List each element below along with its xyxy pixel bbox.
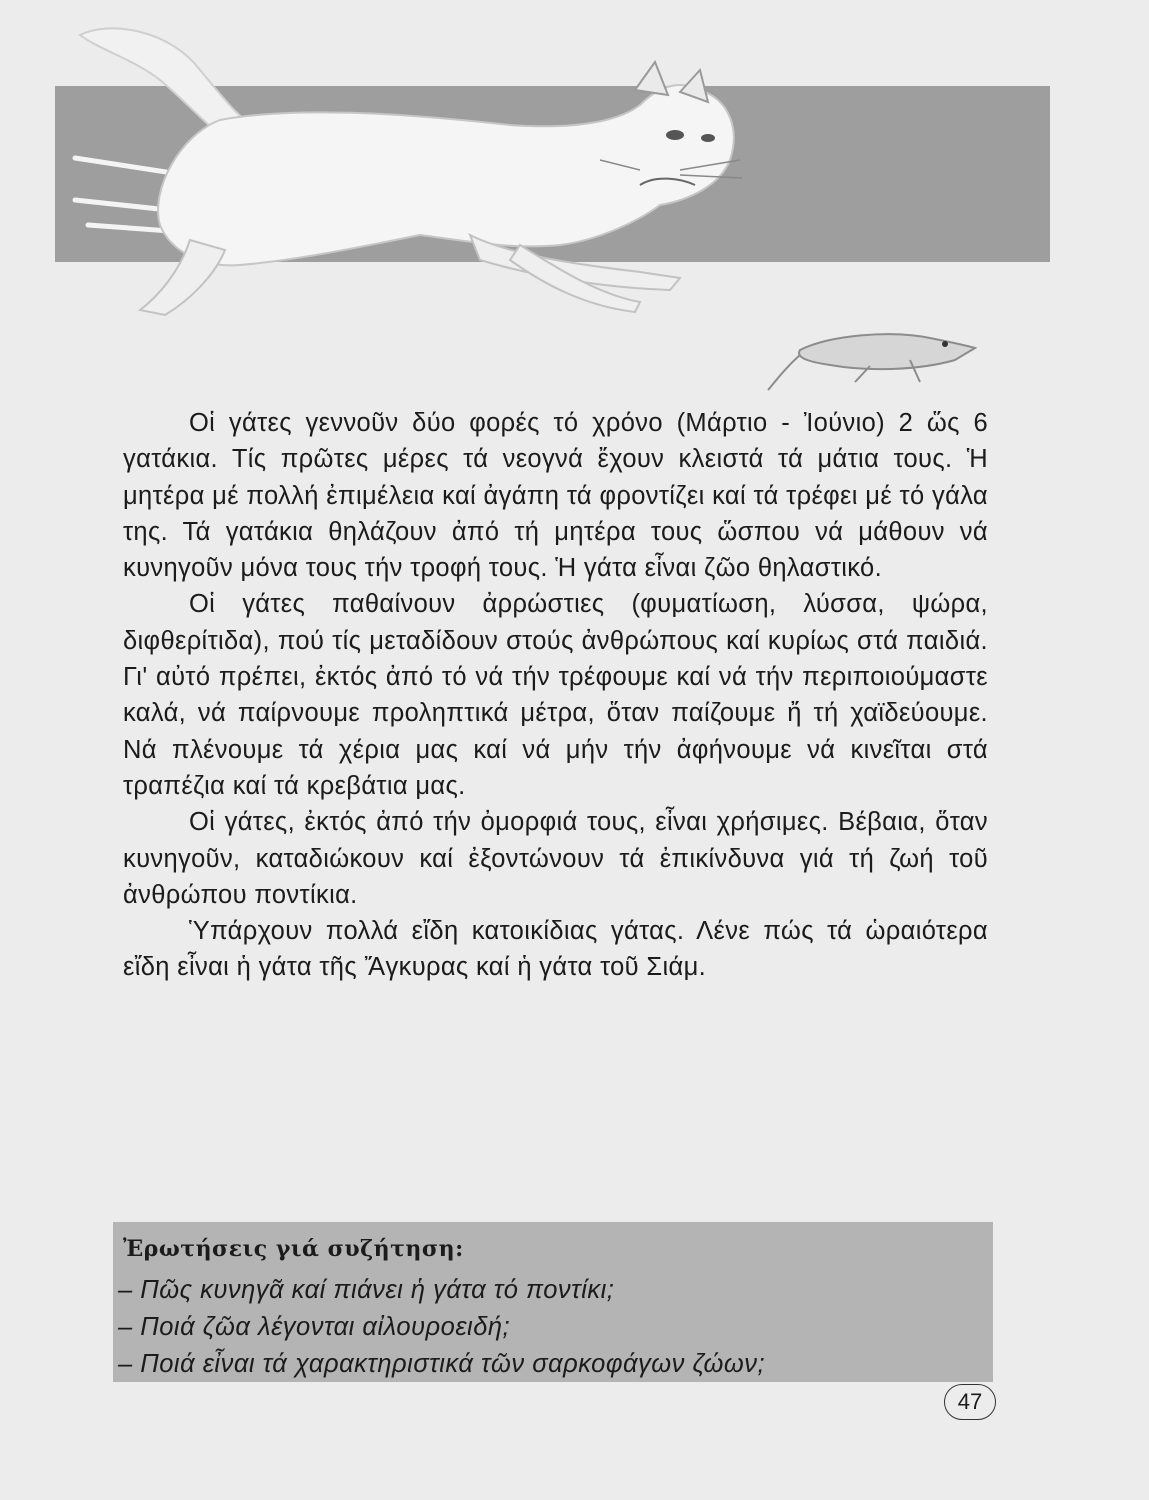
question-item: – Ποιά εἶναι τά χαρακτηριστικά τῶν σαρκοφάγων ζώων; (118, 1350, 766, 1378)
questions-title: Ἐρωτήσεις γιά συζήτηση: (123, 1236, 464, 1262)
paragraph-reproduction: Οἱ γάτες γεννοῦν δύο φορές τό χρόνο (Μάρτιο - Ἰούνιο) 2 ὥς 6 γατάκια. Τίς πρῶτες μέρες τά νεογνά ἔχουν κλειστά τά μάτια τους. Ἡ μητέρα μέ πολλή ἐπιμέλεια καί ἀγάπη τά φροντίζει καί τά τρέφει μέ τό γάλα της. Τά γατάκια θηλάζουν ἀπό τή μητέρα τους ὥσπου νά μάθουν νά κυνηγοῦν μόνα τους τήν τροφή τους. Ἡ γάτα εἶναι ζῶο θηλαστικό. (123, 409, 988, 583)
questions-list (118, 1272, 765, 1383)
main-text (123, 405, 988, 986)
discussion-questions-box (113, 1222, 993, 1382)
question-item: – Πῶς κυνηγᾶ καί πιάνει ἡ γάτα τό ποντίκι; (118, 1276, 615, 1304)
paragraph-diseases: Οἱ γάτες παθαίνουν ἀρρώστιες (φυματίωση, λύσσα, ψώρα, διφθερίτιδα), πού τίς μεταδίδουν στούς ἀνθρώπους καί κυρίως στά παιδιά. Γι' αὐτό πρέπει, ἐκτός ἀπό τό νά τήν τρέφουμε καί νά τήν περιποιούμαστε καλά, νά παίρνουμε προληπτικά μέτρα, ὅταν παίζουμε ἤ τή χαϊδεύουμε. Νά πλένουμε τά χέρια μας καί νά μήν τήν ἀφήνουμε νά κινεῖται στά τραπέζια καί τά κρεβάτια μας. (123, 590, 988, 800)
cat-chasing-mouse-illustration (40, 10, 1040, 410)
question-item: – Ποιά ζῶα λέγονται αἰλουροειδή; (118, 1313, 511, 1341)
page-number: 47 (944, 1384, 996, 1420)
paragraph-breeds: Ὑπάρχουν πολλά εἴδη κατοικίδιας γάτας. Λένε πώς τά ὡραιότερα εἴδη εἶναι ἡ γάτα τῆς Ἄγκυρας καί ἡ γάτα τοῦ Σιάμ. (123, 917, 988, 982)
paragraph-usefulness: Οἱ γάτες, ἐκτός ἀπό τήν ὀμορφιά τους, εἶναι χρήσιμες. Βέβαια, ὅταν κυνηγοῦν, καταδιώκουν καί ἐξοντώνουν τά ἐπικίνδυνα γιά τή ζωή τοῦ ἀνθρώπου ποντίκια. (123, 808, 988, 909)
